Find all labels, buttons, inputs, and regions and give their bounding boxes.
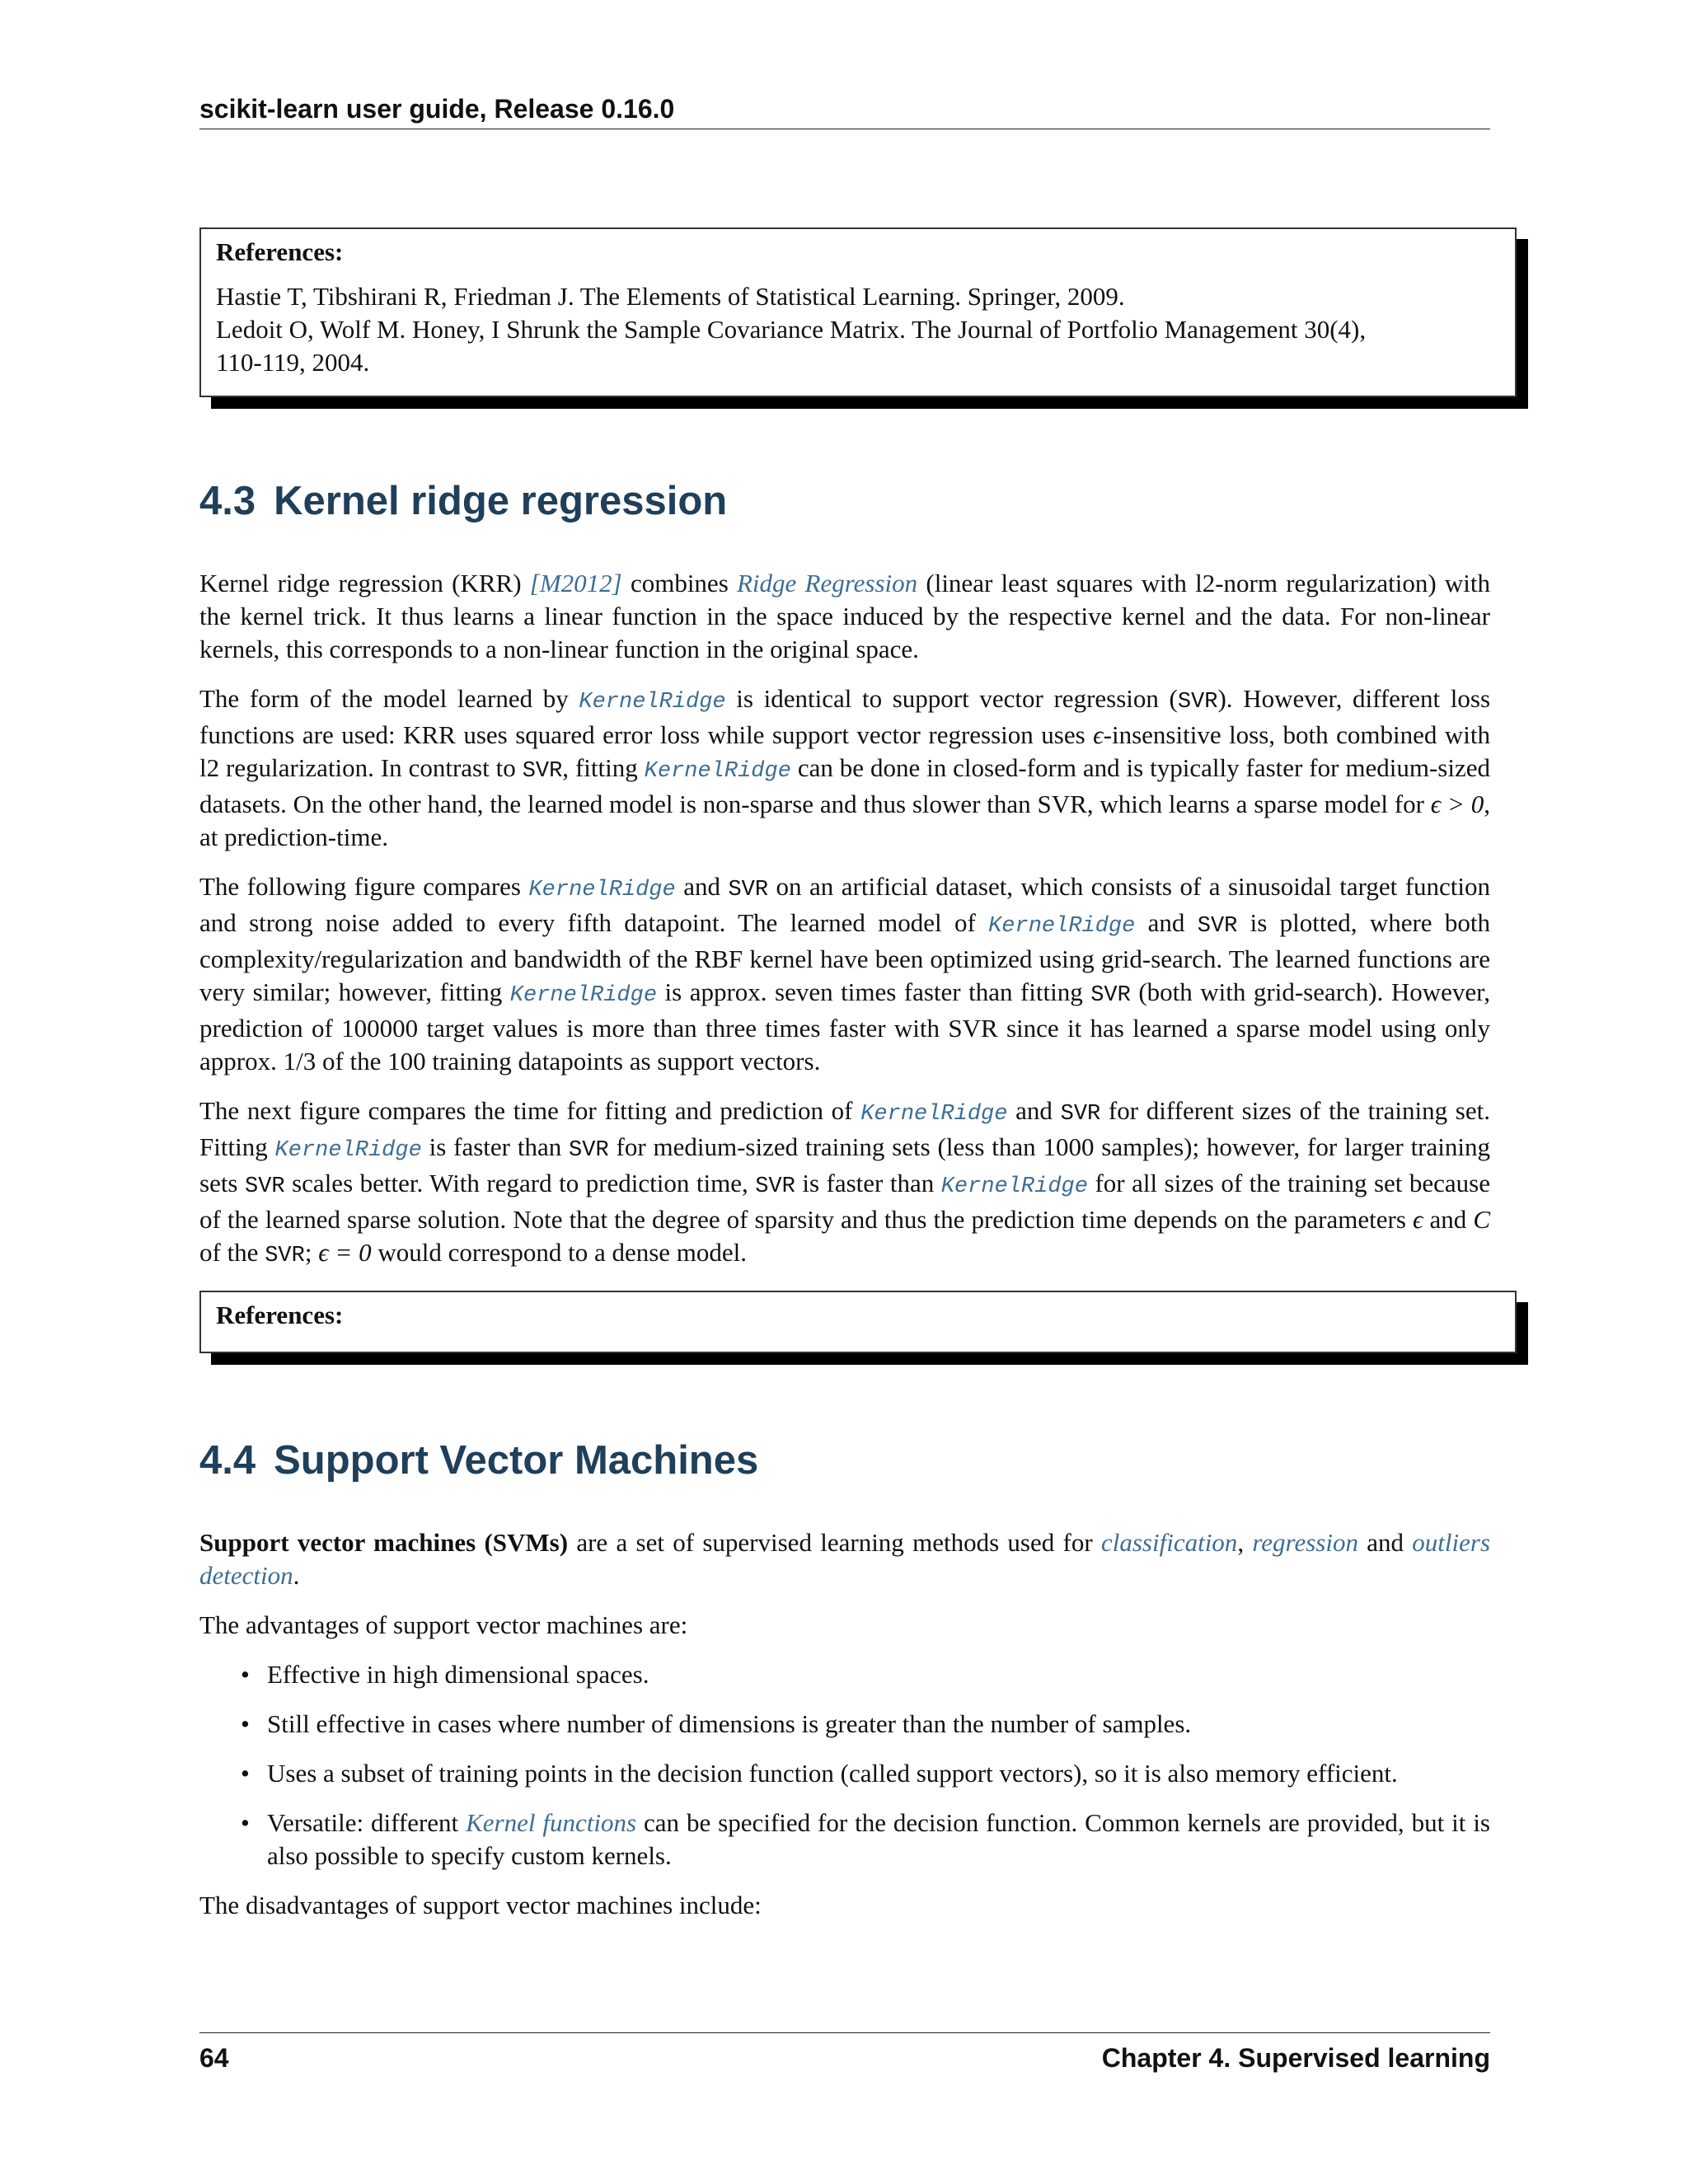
- text: (linear least squares with l2-norm regularization) with the kernel trick. It thus learns a linear function in the space induced by the respective kernel and the data. For non-linear kernels, this corresponds to a non-linear function in the original space.: [199, 569, 1490, 663]
- reference-item: 110-119, 2004.: [216, 348, 370, 377]
- text: and: [1135, 908, 1198, 937]
- list-item: [241, 1658, 1490, 1691]
- bullet-icon: •: [241, 1660, 250, 1689]
- text: are a set of supervised learning methods used for: [568, 1528, 1101, 1557]
- code-svr: SVR: [522, 759, 563, 784]
- text: ,: [1237, 1528, 1253, 1557]
- math-epsilon-gt-0: ϵ > 0: [1430, 790, 1484, 818]
- text: is faster than: [795, 1169, 941, 1197]
- text: , fitting: [562, 753, 645, 782]
- kernelridge-link[interactable]: KernelRidge: [509, 983, 658, 1008]
- text: .: [293, 1561, 300, 1590]
- references-title: References:: [216, 1301, 344, 1329]
- text: ;: [304, 1238, 319, 1267]
- citation-link-m2012[interactable]: [M2012]: [529, 569, 622, 598]
- kernelridge-link[interactable]: KernelRidge: [274, 1138, 422, 1163]
- list-item-text: Uses a subset of training points in the decision function (called support vectors), so it is also memory efficient.: [267, 1759, 1398, 1788]
- reference-item: Ledoit O, Wolf M. Honey, I Shrunk the Sample Covariance Matrix. The Journal of Portfolio Management 30(4),: [216, 315, 1367, 344]
- math-epsilon-eq-0: ϵ = 0: [318, 1238, 372, 1267]
- kernelridge-link[interactable]: KernelRidge: [988, 914, 1136, 939]
- header-title: scikit-learn user guide, Release 0.16.0: [199, 94, 675, 124]
- text: would correspond to a dense model.: [371, 1238, 748, 1267]
- references-title: References:: [216, 237, 344, 266]
- classification-link[interactable]: classification: [1100, 1528, 1238, 1557]
- text: is faster than: [421, 1132, 570, 1161]
- advantages-list: [199, 1658, 1490, 1872]
- text: is identical to support vector regression (: [725, 684, 1178, 713]
- bullet-icon: •: [241, 1808, 250, 1837]
- text: Kernel ridge regression (KRR): [199, 569, 530, 598]
- text: on an artificial dataset, which consists of a sinusoidal target function and strong noise added to every fifth datapoint. The learned model of: [199, 872, 1491, 937]
- kernelridge-link[interactable]: KernelRidge: [579, 690, 726, 715]
- math-c: C: [1473, 1205, 1490, 1234]
- math-epsilon: ϵ: [1093, 720, 1104, 749]
- code-svr: SVR: [1090, 983, 1131, 1008]
- text: -insensitive loss, both combined with l2 regularization. In contrast to: [199, 720, 1490, 782]
- text: and: [1357, 1528, 1413, 1557]
- page-number: 64: [199, 2043, 229, 2073]
- list-item-text: Still effective in cases where number of dimensions is greater than the number of samples.: [267, 1709, 1192, 1738]
- code-svr: SVR: [265, 1244, 305, 1268]
- section-number: 4.4: [199, 1438, 256, 1483]
- disadvantages-intro: The disadvantages of support vector machines include:: [199, 1891, 762, 1919]
- section-4-4-body: [199, 1526, 1490, 1938]
- text: can be done in closed-form and is typically faster for medium-sized datasets. On the other hand, the learned model is non-sparse and thus slower than SVR, which learns a sparse model for: [199, 753, 1490, 818]
- bold-term: Support vector machines (SVMs): [199, 1528, 569, 1557]
- code-svr: SVR: [245, 1174, 285, 1199]
- text: and: [675, 872, 729, 901]
- kernelridge-link[interactable]: KernelRidge: [940, 1174, 1088, 1199]
- kernel-functions-link[interactable]: Kernel functions: [466, 1808, 637, 1837]
- references-box-2: [199, 1291, 1517, 1353]
- text: for medium-sized training sets (less than 1000 samples); however, for larger training sets: [199, 1132, 1490, 1197]
- text: Versatile: different: [267, 1808, 467, 1837]
- text: combines: [621, 569, 737, 598]
- text: ). However, different loss functions are used: KRR uses squared error loss while support vector regression uses: [199, 684, 1491, 749]
- paragraph: [199, 1094, 1490, 1272]
- bullet-icon: •: [241, 1759, 250, 1788]
- advantages-intro: The advantages of support vector machines are:: [199, 1610, 688, 1639]
- references-box-1: [199, 227, 1517, 397]
- paragraph: [199, 870, 1490, 1078]
- text: for different sizes of the training set. Fitting: [199, 1096, 1490, 1161]
- text: and: [1423, 1205, 1474, 1234]
- text: (both with grid-search). However, prediction of 100000 target values is more than three times faster with SVR since it has learned a sparse model using only approx. 1/3 of the 100 training datapoints as support vectors.: [199, 977, 1490, 1076]
- list-item: [241, 1807, 1490, 1872]
- list-item: [241, 1708, 1490, 1741]
- code-svr: SVR: [728, 878, 769, 902]
- reference-item: Hastie T, Tibshirani R, Friedman J. The Elements of Statistical Learning. Springer, 2009.: [216, 282, 1125, 311]
- section-heading-4-4: [199, 1436, 1490, 1485]
- bullet-icon: •: [241, 1709, 250, 1738]
- code-svr: SVR: [569, 1138, 609, 1163]
- section-number: 4.3: [199, 479, 256, 523]
- section-title-text: Kernel ridge regression: [274, 479, 728, 523]
- text: can be specified for the decision function. Common kernels are provided, but it is also possible to specify custom kernels.: [267, 1808, 1490, 1870]
- math-epsilon: ϵ: [1412, 1205, 1423, 1234]
- kernelridge-link[interactable]: KernelRidge: [528, 878, 676, 902]
- outliers-detection-link[interactable]: outliers detection: [199, 1528, 1491, 1590]
- ridge-regression-link[interactable]: Ridge Regression: [737, 569, 918, 598]
- paragraph: [199, 567, 1490, 666]
- section-heading-4-3: [199, 476, 1490, 526]
- text: The next figure compares the time for fitting and prediction of: [199, 1096, 861, 1125]
- list-item: [241, 1757, 1490, 1790]
- section-4-3-body: [199, 567, 1490, 1289]
- code-svr: SVR: [1060, 1102, 1101, 1127]
- code-svr: SVR: [1177, 690, 1218, 715]
- kernelridge-link[interactable]: KernelRidge: [860, 1102, 1008, 1127]
- code-svr: SVR: [755, 1174, 795, 1199]
- text: , at prediction-time.: [199, 790, 1490, 851]
- code-svr: SVR: [1197, 914, 1238, 939]
- text: is approx. seven times faster than fitting: [657, 977, 1091, 1006]
- paragraph: [199, 1526, 1490, 1592]
- running-header: [199, 92, 1490, 129]
- text: is plotted, where both complexity/regularization and bandwidth of the RBF kernel have been optimized using grid-search. The learned functions are very similar; however, fitting: [199, 908, 1490, 1006]
- paragraph: [199, 682, 1490, 854]
- page-footer: [199, 2032, 1490, 2074]
- text: scales better. With regard to prediction time,: [284, 1169, 756, 1197]
- text: of the: [199, 1238, 265, 1267]
- kernelridge-link[interactable]: KernelRidge: [644, 759, 791, 784]
- text: The following figure compares: [199, 872, 529, 901]
- text: for all sizes of the training set because of the learned sparse solution. Note that the degree of sparsity and thus the prediction time depends on the parameters: [199, 1169, 1490, 1234]
- list-item-text: Effective in high dimensional spaces.: [267, 1660, 649, 1689]
- text: The form of the model learned by: [199, 684, 579, 713]
- regression-link[interactable]: regression: [1252, 1528, 1358, 1557]
- section-title-text: Support Vector Machines: [274, 1438, 759, 1483]
- text: and: [1007, 1096, 1061, 1125]
- chapter-label: Chapter 4. Supervised learning: [1101, 2043, 1490, 2073]
